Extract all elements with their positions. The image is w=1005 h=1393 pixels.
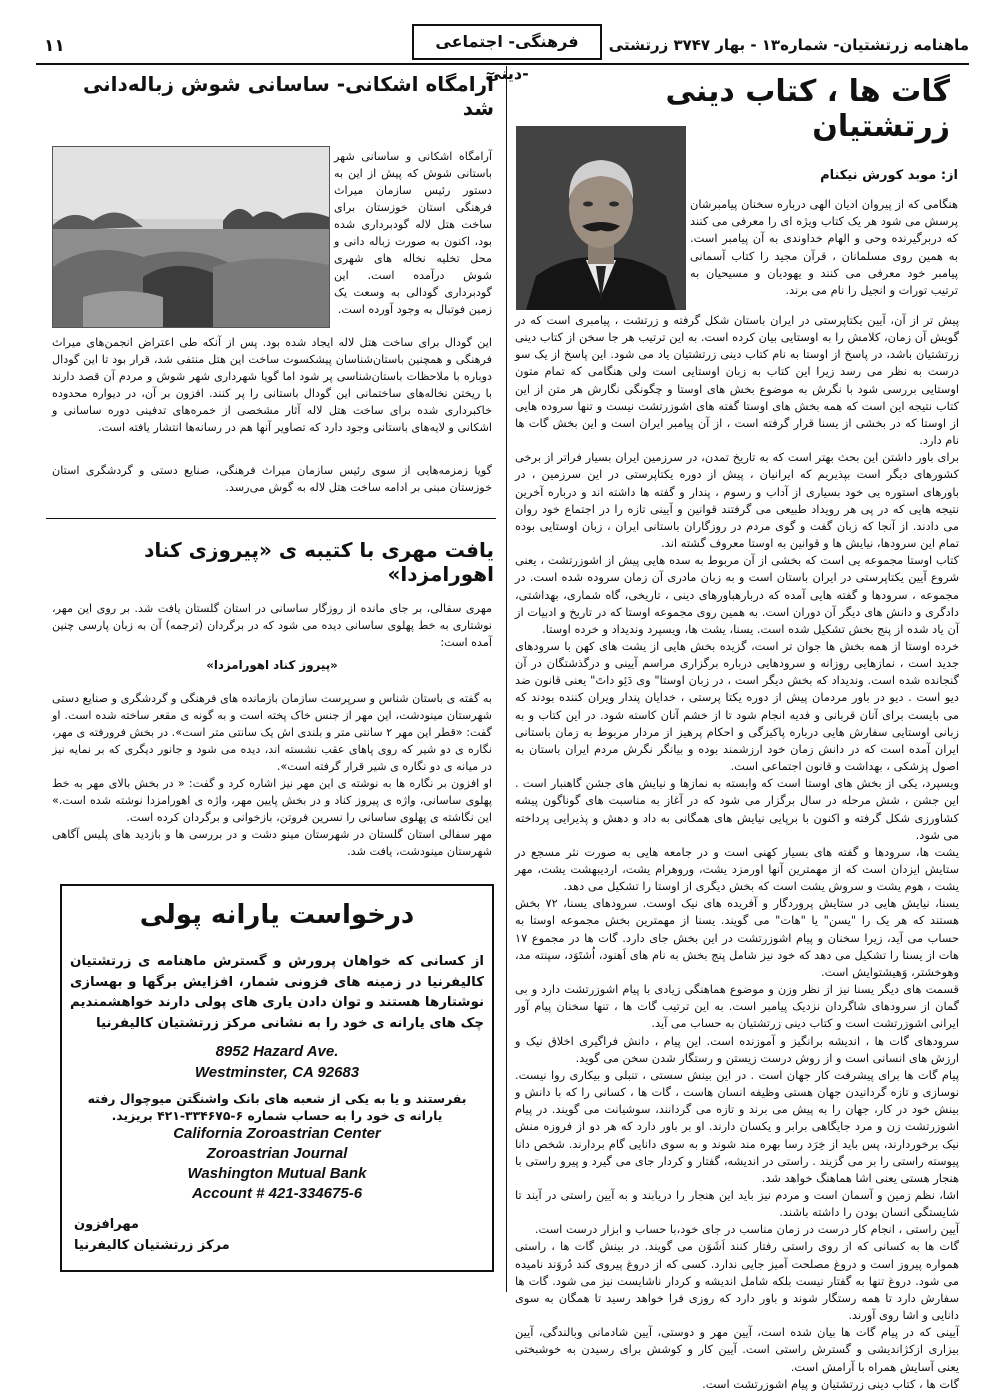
paragraph: یسنا، نیایش هایی در ستایش پروردگار و آفریده های نیک اوست. سرودهای یسنا، ۷۲ بخش هستند که هر یک را "یسن" یا "هات" می گویند. یسنا از مهمترین بخش مجموعه اوستا به حساب می آید، زیرا سخنان و پیام اشوزرتشت در این بخش جای دارد. گات ها در مجموع ۱۷ هات از یسنا را تشکیل می دهد که خود نیز شامل پنج بخش به نام های اَهنود، اُشتَوَد، سپنته مد، وهوخشتر، وَهیشتوایش است. (515, 896, 959, 979)
paragraph: مهر سفالی استان گلستان در شهرستان مینو دشت و در بررسی ها و بازدید های پلیس آگاهی شهرستان مینودشت، یافت شد. (52, 828, 492, 858)
article-title-tomb: آرامگاه اشکانی- ساسانی شوش زباله‌دانی شد (82, 72, 494, 120)
seal-inscription: «پیروز کناد اهورامزدا» (206, 658, 338, 672)
paragraph: گات ها به کسانی که از روی راستی رفتار کنند اَشَوَن می گویند. در بینش گات ها ، راستی همواره پیروز است و دروغ مصلحت آمیز جایی ندارد. کسی که از دروغ پیروی کند دُروَند نامیده می شود. دروغ تنها به گفتار نیست بلکه شامل اندیشه و کردار ناشایست نیز می شود. گات ها سفارش دارد تا همه رستگار شوند و باور دارد که روزی فرا خواهد رسید تا همگان به سوی دانایی و اشا روی آورند. (515, 1239, 959, 1323)
account-number: Account # 421-334675-6 (191, 1185, 363, 1202)
paragraph: خرده اوستا از همه بخش ها جوان تر است، گزیده بخش هایی از یشت های کهن با سرودهای جدید است ، نمازهایی روزانه و سرودهایی درباره برگزاری مراسم آیینی و درگذشتگان در آن گنجانده شده است. وندیداد که بخش دیگر است ، در زبان اوستا" وی دَئِو داتَ" یعنی قانون ضد دیو است . دیو در باور مردمان پیش از دوره یکتا پرستی ، خدایان پندار ویران کننده بودند که می بایست برای آنان قربانی و فدیه انجام شود تا از خشم آنان کاسته شود. در این کتاب و به زبانی اوستایی سفارش هایی درباره پاکیزگی و احکام پرهیز از مردار مربوط به زمان باستانی ایران آمده است که در دانش زمان خود ارزشمند بوده و بیانگر نگرش مردم ایران باستان به اصول پزشکی ، بهداشت و قانون اجتماعی است. (515, 638, 959, 774)
signature-org: مرکز زرتشتیان کالیفرنیا (74, 1238, 230, 1253)
article-body-tomb: این گودال برای ساخت هتل لاله ایجاد شده بود. پس از آنکه طی اعتراض انجمن‌های میراث فرهنگی و همچنین باستان‌شناسان پیشکسوت ساخت این هتل منتفی شد، قرار بود تا این گودال دوباره با ملاحظات باستان‌شناسی پر شود اما گویا شهرداری شهر شوش و مردم آن قصد دارند با ریختن نخاله‌های ساختمانی این گودال باستانی را پر کنند. افزون بر آن، در دیواره محدوده خاکبرداری شده برای ساخت هتل لاله آثار مشخصی از خمره‌های تدفینی دوره ساسانی و اشکانی و لایه‌های باستانی وجود دارد که تصاویر آنها هم در رسانه‌ها انتشار یافته است. (52, 336, 492, 434)
paragraph: برای باور داشتن این بحث بهتر است که به تاریخ تمدن، در سرزمین ایران بسیار فراتر از برخی کشورهای دیگر است بپذیریم که ایرانیان ، پیش از دوره یکتاپرستی در این سرزمین ، در باورهای استوره یی خود بسیاری از آداب و رسوم ، پندار و گفته ها داشته اند و درباره آخرین نتیجه هایی که در پی هر رویداد طبیعی می گرفتند قوانین و آیینی تازه را در اجتماع خود روان می دادند. از آنجا که زبان گفت و گوی مردم در روزگاران باستانی ایران ، زبان اوستایی بوده تمام این سرودها، نیایش ها و قوانین به اوستا معروف گشته اند. (515, 450, 959, 551)
paragraph: به گفته ی باستان شناس و سرپرست سازمان بازمانده های فرهنگی و گردشگری و صنایع دستی شهرستان مینودشت، این مهر از جنس خاک پخته است و به گونه ی مقعر ساخته شده است. او گفت: «قطر این مهر ۲ سانتی متر و بلندی اش یک سانتی متر است». در بخش فرورفته ی مهر، نگاره ی دو شیر که روی پاهای عقب نشسته اند، دیده می شود و جانور دیگری که بر نمایه نیز در میانه ی دو نگاره ی شیر قرار گرفته است». (52, 692, 492, 773)
article-intro: هنگامی که از پیروان ادیان الهی درباره سخنان پیامبرشان پرسش می شود هر یک کتاب ویژه ای را معرفی می کنند که دربرگیرنده وحی و الهام خداوندی به آن پیامبر است. به همین روی مسلمانان ، قرآن مجید را کتاب آسمانی پیامبر خود معرفی می کنند و یهودیان و مسیحیان به ترتیب تورات و انجیل را نام می برند. (690, 197, 958, 298)
paragraph: قسمت های دیگر یسنا نیز از نظر وزن و موضوع هماهنگی زیادی با پیام اشوزرتشت دارد و بی گمان از سرودهای شاگردان نزدیک پیامبر است. به این ترتیب گات ها ، تنها سخنان پیام آور ایرانی اشوزرتشت است و کتاب دینی زرتشتیان به حساب می آید. (515, 982, 959, 1031)
paragraph: ویسپرد، یکی از بخش های اوستا است که وابسته به نمازها و نیایش های جشن گاهنبار است . این جشن ، شش مرحله در سال برگزار می شود که در آغاز به مناسبت های گوناگون پیشه کشاورزی شکل گرفته و اکنون با برپایی نیایش های همگانی به داد و دهش و پذیرایی پرداخته می شود. (515, 776, 959, 842)
paragraph: پیش تر از آن، آیین یکتاپرستی در ایران باستان شکل گرفته و زرتشت ، پیامبری است که در گویش آن زمان، کلامش را به اوستایی بیان کرده است. به این ترتیب هر جا سخن از کتاب دینی زرتشتیان باشد، در پاسخ از اوستا به نام کتاب دینی زرتشتیان یاد می شود. این پاسخ از یک سو درست به نظر می رسد زیرا این کتاب به زبان اوستایی است ولی هنگامی که تمام متون اوستایی بررسی شود با نگرش به موضوع بخش های اوستا و چگونگی نگارش هر متن از این کتاب نتیجه این است که همه بخش های اوستا گفته های اشوزرتشت نیست و تنها سروده هایی از اوستا که در بخشی از یسنا قرار گرفته است ، از آن پیامبر ایران است و این بخش گات ها نام دارد. (515, 313, 959, 448)
bank-name: Washington Mutual Bank (187, 1165, 367, 1182)
donation-request: از کسانی که خواهان پرورش و گسترش ماهنامه ی زرتشتیان کالیفرنیا در زمینه های فزونی شمار، افزایش برگها و بهسازی نوشتارها هستند و توان دادن یاری های پولی دارند خواهشمندیم چک های یارانه ی خود را به نشانی مرکز زرتشتیان کالیفرنیا (70, 954, 484, 1031)
address-street: 8952 Hazard Ave. (215, 1043, 339, 1060)
excavation-photo (52, 146, 330, 328)
page-number: ۱۱ (44, 36, 65, 56)
article-title-seal: یافت مهری با کتیبه ی «پیروزی کناد اهورامزدا» (144, 538, 494, 586)
paragraph: او افزون بر نگاره ها به نوشته ی این مهر نیز اشاره کرد و گفت: « در بخش بالای مهر به خط پهلوی ساسانی، واژه ی پیروز کناد و در بخش پایین مهر، واژه ی اهورامزدا نوشته شده است.» این نگاشته ی پهلوی ساسانی را نسرین فروتن، بازخوانی و برگردان کرده است. (52, 777, 492, 824)
bank-instructions: بفرستند و یا به یکی از شعبه های بانک واشنگتن میوچوال رفته یارانه ی خود را به حساب شماره ۶-۳۳۴۶۷۵-۴۲۱ بریزید. (87, 1091, 467, 1123)
article-body-seal: مهری سفالی، بر جای مانده از روزگار ساسانی در استان گلستان یافت شد. بر روی این مهر، نوشتاری به خط پهلوی ساسانی دیده می شود که در برگردان (ترجمه) آن به زبان پارسی چنین آمده است: (52, 602, 492, 649)
paragraph: آیینی که در پیام گات ها بیان شده است، آیین مهر و دوستی، آیین شادمانی وبالندگی، آیین بیزاری ازکژاندیشی و گسترش راستی است. آیین کار و کوشش برای رسیدن به خوشبختی یعنی آسایش همراه با آرامش است. (515, 1325, 959, 1374)
address-city: Westminster, CA 92683 (194, 1064, 360, 1081)
header-divider (36, 63, 969, 65)
center-name: California Zoroastrian Center (173, 1125, 381, 1142)
paragraph: یشت ها، سرودها و گفته های بسیار کهنی است و در جامعه هایی به صورت نثر مسجع در ستایش ایزدان است که از مهمترین آنها اورمزد یشت، وروهرام یشت، اردیبهشت یشت، مهر یشت ، هوم یشت و سروش یشت است که بخش دیگری از اوستا را تشکیل می دهد. (515, 844, 959, 894)
paragraph: سرودهای گات ها ، اندیشه برانگیز و آموزنده است. این پیام ، دانش فراگیری اخلاق نیک و ارزش های انسانی است و از روش درست زیستن و رستگار شدن سخن می گوید. (515, 1033, 959, 1065)
article-body-seal-continued (52, 690, 492, 860)
paragraph: اشا، نظم زمین و آسمان است و مردم نیز باید این هنجار را دریابند و به آیین راستی در آیند تا شایستگی انسان بودن را داشته باشند. (515, 1187, 959, 1220)
section-label: فرهنگی- اجتماعی -دینی (412, 24, 602, 60)
article-body-tomb-end: گویا زمزمه‌هایی از سوی رئیس سازمان میراث فرهنگی، صنایع دستی و گردشگری استان خوزستان مبنی بر ادامه ساخت هتل لاله به گوش می‌رسد. (52, 464, 492, 494)
signature-name: مهرافزون (74, 1217, 139, 1232)
author-byline: از: موبد کورش نیکنام (820, 168, 958, 183)
paragraph: گات ها ، کتاب دینی زرتشتیان و پیام اشوزرتشت است. (702, 1376, 959, 1391)
article-lede: آرامگاه اشکانی و ساسانی شهر باستانی شوش که پیش از این به دستور رئیس سازمان میراث فرهنگی استان خوزستان برای ساخت هتل لاله گودبرداری شده بود، اکنون به صورت زباله دانی و محل تخلیه نخاله های شهری شوش درآمده است. این گودبرداری گودالی به وسعت یک زمین فوتبال به وجود آورده است. (334, 150, 492, 316)
masthead: ماهنامه زرتشتیان- شماره۱۳ - بهار ۳۷۴۷ زرتشتی (608, 36, 969, 54)
article-title-gathas: گات ها ، کتاب دینی زرتشتیان (665, 74, 950, 144)
donation-title: درخواست یارانه پولی (139, 900, 415, 930)
article-body-gathas (515, 312, 959, 1393)
paragraph: کتاب اوستا مجموعه یی است که بخشی از آن مربوط به سده هایی پیش از اشوزرتشت ، یعنی شروع آیین یکتاپرستی در ایران باستان است و به زبان مادری آن زمان سروده شده است. در مجموعه ، سرودها و گفته هایی آمده که دربارهباورهای دینی ، تاریخی، گاه شماری، بهداشتی، دادگری و دانش های دیگر آن دوران است. به همین روی مجموعه اوستا که در تاریخ و ادبیات از آن یاد شده از پنج بخش تشکیل شده است. یسنا، یشت ها، ویسپرد وندیداد و خرده اوستا. (515, 553, 959, 636)
paragraph: آیین راستی ، انجام کار درست در زمان مناسب در جای خود،با حساب و ابزار درست است. (534, 1222, 959, 1237)
author-photo (516, 126, 686, 310)
paragraph: پیام گات ها برای پیشرفت کار جهان است . در این بینش سستی ، تنبلی و بیکاری روا نیست. نوسازی و تازه گردانیدن جهان هستی وظیفه انسان هاست ، گات ها ، کسانی را که با دانش و بینش خود در کار، جهان را به پیش می برند و تازه می گردانند، سوشیانت می گویند. در پیام اشوزرتشت زن و مرد جایگاهی برابر و یکسان دارند. او بر باور دارد که هر دو از فروزه منش نیک برخوردارند، پس باید از خِرَد رسا بهره مند شوند و به سوی دانایی گام بردارند. شخص دانا پیوسته راستی را بر می گزیند . راستی در اندیشه، گفتار و کردار جای می گیرد و پیرو راستی با هنجار هستی یعنی اشا هماهنگ خواهد شد. (515, 1067, 959, 1185)
journal-name: Zoroastrian Journal (206, 1145, 348, 1162)
section-divider (46, 518, 496, 519)
column-divider (506, 66, 507, 1292)
